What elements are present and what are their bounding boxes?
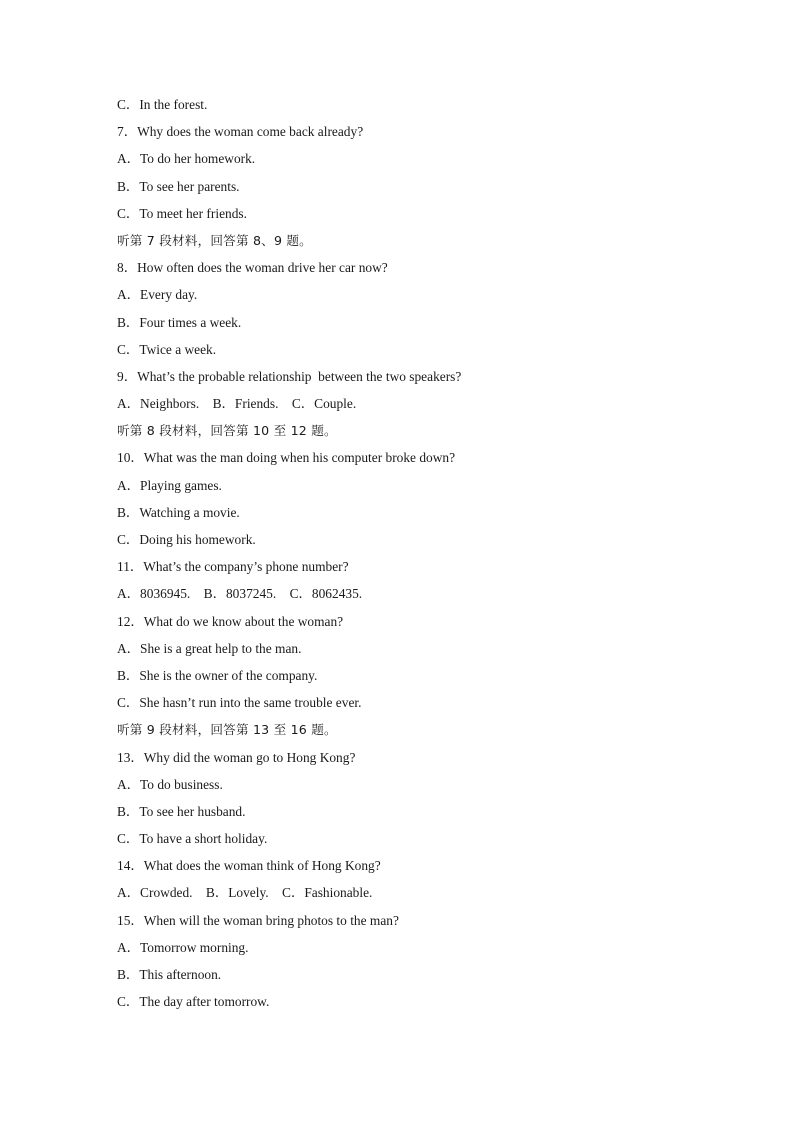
option-8b: B．Four times a week. xyxy=(117,314,242,330)
option-7c: C．To meet her friends. xyxy=(117,205,247,221)
question-11: 11．What’s the company’s phone number? xyxy=(117,559,349,575)
options-14: A．Crowded. B．Lovely. C．Fashionable. xyxy=(117,885,373,901)
options-9: A．Neighbors. B．Friends. C．Couple. xyxy=(117,396,357,412)
option-8c: C．Twice a week. xyxy=(117,341,217,357)
option-10b: B．Watching a movie. xyxy=(117,504,240,520)
question-9: 9．What’s the probable relationship between the two speakers? xyxy=(117,368,462,384)
option-15c: C．The day after tomorrow. xyxy=(117,994,270,1010)
question-7: 7．Why does the woman come back already? xyxy=(117,124,364,140)
option-10c: C．Doing his homework. xyxy=(117,532,256,547)
question-15: 15．When will the woman bring photos to the man? xyxy=(117,912,399,928)
section-heading-7: 听第 7 段材料，回答第 8、9 题。 xyxy=(117,232,312,248)
question-14: 14．What does the woman think of Hong Kong? xyxy=(117,858,381,874)
question-8: 8．How often does the woman drive her car now? xyxy=(117,260,388,276)
section-heading-9: 听第 9 段材料，回答第 13 至 16 题。 xyxy=(117,722,337,738)
option-13a: A．To do business. xyxy=(117,776,223,792)
question-12: 12．What do we know about the woman? xyxy=(117,613,344,629)
section-heading-8: 听第 8 段材料，回答第 10 至 12 题。 xyxy=(117,423,337,439)
option-13c: C．To have a short holiday. xyxy=(117,831,268,847)
option-12a: A．She is a great help to the man. xyxy=(117,640,302,656)
option-7a: A．To do her homework. xyxy=(117,151,256,167)
option-15a: A．Tomorrow morning. xyxy=(117,939,249,955)
question-10: 10．What was the man doing when his computer broke down? xyxy=(117,450,456,466)
option-7b: B．To see her parents. xyxy=(117,178,240,194)
exam-text xyxy=(117,94,737,1018)
option-13b: B．To see her husband. xyxy=(117,803,246,819)
option-12b: B．She is the owner of the company. xyxy=(117,667,318,683)
question-13: 13．Why did the woman go to Hong Kong? xyxy=(117,749,356,765)
option-6c: C．In the forest. xyxy=(117,97,208,112)
option-15b: B．This afternoon. xyxy=(117,967,222,982)
options-11: A．8036945. B．8037245. C．8062435. xyxy=(117,586,363,602)
option-12c: C．She hasn’t run into the same trouble ever. xyxy=(117,695,362,711)
option-8a: A．Every day. xyxy=(117,287,198,303)
option-10a: A．Playing games. xyxy=(117,477,222,493)
